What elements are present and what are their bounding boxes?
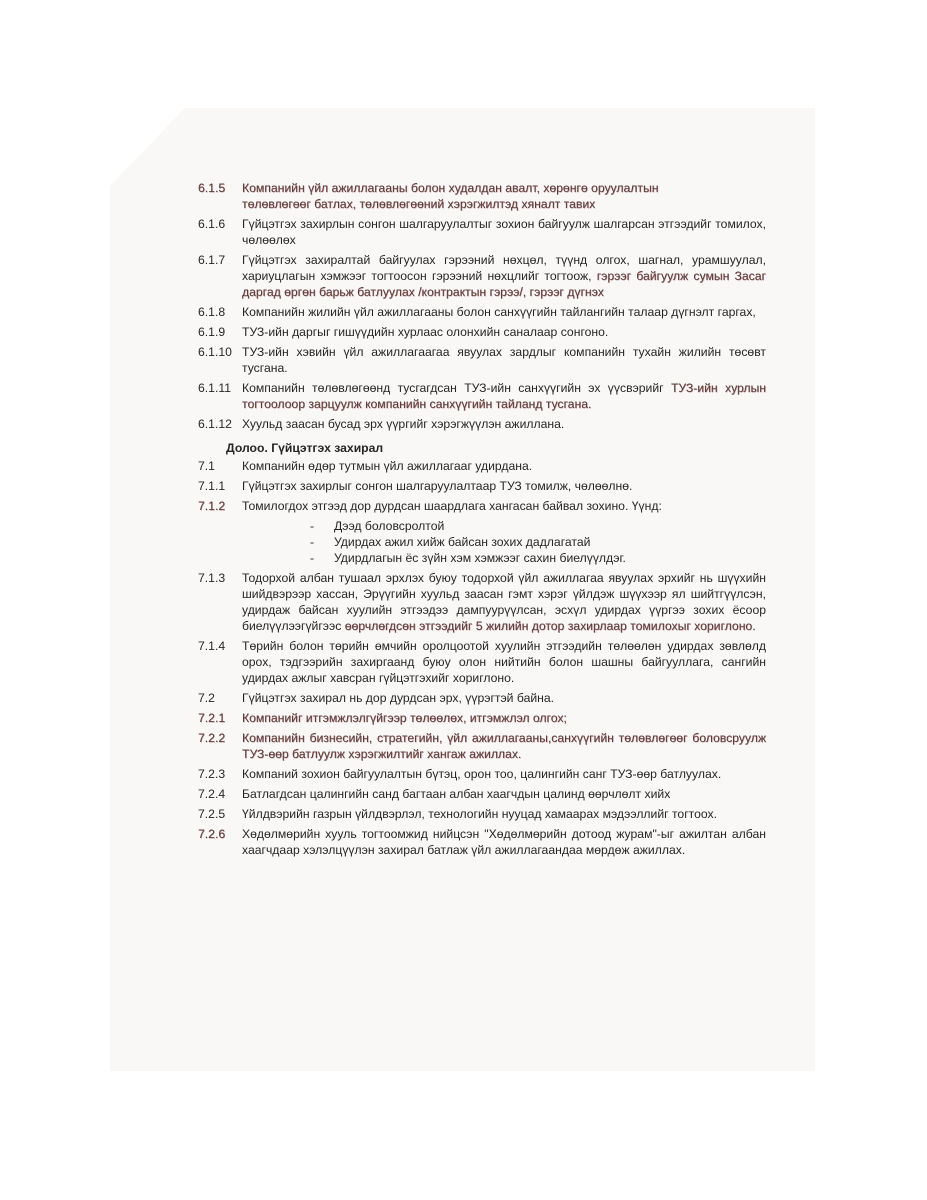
section-title: Долоо. Гүйцэтгэх захирал <box>226 441 384 455</box>
clause-text: Гүйцэтгэх захирлын сонгон шалгаруулалтыг зохион байгуулж шалгарсан этгээдийг томилох, чөлөөлөх <box>242 217 766 247</box>
clause-6-1-11 <box>198 380 766 412</box>
clause-7-2-6 <box>198 826 766 858</box>
document-body <box>198 180 766 862</box>
clause-text: ТУЗ-ийн даргыг гишүүдийн хурлаас олонхийн саналаар сонгоно. <box>242 325 609 339</box>
clause-number: 6.1.11 <box>198 381 231 395</box>
clause-text: Батлагдсан цалингийн санд багтаан албан хаагчдын цалинд өөрчлөлт хийх <box>242 787 671 801</box>
clause-number: 6.1.10 <box>198 345 232 359</box>
bullet-dash: - <box>310 551 315 565</box>
clause-number: 6.1.9 <box>198 325 226 339</box>
list-item <box>310 550 766 566</box>
clause-text: Гүйцэтгэх захирал нь дор дурдсан эрх, үүрэгтэй байна. <box>242 691 555 705</box>
clause-text-plain: Компанийн төлөвлөгөөнд тусгагдсан ТУЗ-ийн санхүүгийн эх үүсвэрийг <box>242 381 664 395</box>
list-item <box>310 518 766 534</box>
clause-7-2-1 <box>198 710 766 726</box>
clause-text <box>242 570 766 634</box>
clause-number: 7.1.3 <box>198 571 226 585</box>
clause-number: 7.2.3 <box>198 767 226 781</box>
clause-7-2-5 <box>198 806 766 822</box>
list-item <box>310 534 766 550</box>
clause-number: 6.1.8 <box>198 305 226 319</box>
clause-text-line: Компанийн үйл ажиллагааны болон худалдан авалт, хөрөнгө оруулалтын <box>242 181 659 195</box>
clause-number: 7.1.1 <box>198 479 226 493</box>
clause-number: 6.1.6 <box>198 217 226 231</box>
clause-text-red: өөрчлөгдсөн этгээдийг 5 жилийн дотор захирлаар томилохыг хориглоно. <box>344 619 756 633</box>
clause-text-red: ТУЗ-ийн хурлын тогтоолоор зарцуулж компанийн санхүүгийн тайланд тусгана. <box>242 381 766 411</box>
clause-text <box>242 252 766 300</box>
clause-number: 6.1.7 <box>198 253 226 267</box>
clause-7-2-3 <box>198 766 766 782</box>
clause-text: Компанийг итгэмжлэлгүйгээр төлөөлөх, итгэмжлэл олгох; <box>242 711 567 725</box>
clause-number: 7.2.4 <box>198 787 226 801</box>
clause-text: Гүйцэтгэх захирлыг сонгон шалгаруулалтаар ТУЗ томилж, чөлөөлнө. <box>242 479 633 493</box>
list-item-text: Удирдах ажил хийж байсан зохих дадлагатай <box>334 535 591 549</box>
clause-number: 7.1.2 <box>198 499 226 513</box>
bullet-dash: - <box>310 535 315 549</box>
clause-number: 7.1 <box>198 459 215 473</box>
list-item-text: Дээд боловсролтой <box>334 519 445 533</box>
clause-6-1-10 <box>198 344 766 376</box>
clause-text: Хуульд заасан бусад эрх үүргийг хэрэгжүүлэн ажиллана. <box>242 417 565 431</box>
clause-number: 7.2.5 <box>198 807 226 821</box>
clause-text <box>242 380 766 412</box>
clause-6-1-6 <box>198 216 766 248</box>
clause-text: Үйлдвэрийн газрын үйлдвэрлэл, технологийн нууцад хамаарах мэдээллийг тогтоох. <box>242 807 718 821</box>
clause-7-2-2 <box>198 730 766 762</box>
clause-7-2-4 <box>198 786 766 802</box>
clause-7-2 <box>198 690 766 706</box>
clause-text: Компанийн жилийн үйл ажиллагааны болон санхүүгийн тайлангийн талаар дүгнэлт гаргах, <box>242 305 756 319</box>
clause-text: Компанийн бизнесийн, стратегийн, үйл ажиллагааны,санхүүгийн төлөвлөгөөг боловсруулж ТУЗ-өөр батлуулж хэрэгжилтийг хангаж ажиллах. <box>242 731 766 761</box>
clause-number: 6.1.5 <box>198 181 226 195</box>
clause-6-1-9 <box>198 324 766 340</box>
clause-7-1-4 <box>198 638 766 686</box>
clause-text-plain: Гүйцэтгэх захиралтай байгуулах гэрээний нөхцөл, түүнд олгох, шагнал, урамшуулал, хариуцлагын хэмжээг тогтоосон гэрээний нөхцлийг тогтоож, <box>242 253 766 283</box>
clause-6-1-7 <box>198 252 766 300</box>
clause-7-1-1 <box>198 478 766 494</box>
clause-number: 7.2.2 <box>198 731 226 745</box>
clause-text-line: төлөвлөгөөг батлах, төлөвлөгөөний хэрэгжилтэд хяналт тавих <box>242 197 596 211</box>
clause-number: 7.2.1 <box>198 711 226 725</box>
clause-number: 6.1.12 <box>198 417 232 431</box>
bullet-dash: - <box>310 519 315 533</box>
clause-text: Хөдөлмөрийн хууль тогтоомжид нийцсэн "Хөдөлмөрийн дотоод журам"-ыг ажилтан албан хаагчдаар хэлэлцүүлэн захирал батлаж үйл ажиллагаандаа мөрдөж ажиллах. <box>242 827 766 857</box>
clause-text-plain: Тодорхой албан тушаал эрхлэх буюу тодорхой үйл ажиллагаа явуулах эрхийг нь шүүхийн шийдвэрээр хассан, Эрүүгийн хуульд заасан гэмт хэрэг үйлдэж шүүхээр ял шийтгүүлсэн, удирдаж байсан хуулийн этгээдээ дампуурүүлсан, эсхүл удирдах үүргээ зохих ёсоор биелүүлээгүйгээс <box>242 571 766 633</box>
clause-text: Компанийн өдөр тутмын үйл ажиллагааг удирдана. <box>242 459 533 473</box>
clause-text: Төрийн болон төрийн өмчийн оролцоотой хуулийн этгээдийн төлөөлөн удирдах зөвлөлд орох, тэдгээрийн захиргаанд буюу олон нийтийн болон шашны байгууллага, сангийн удирдах ажлыг хавсран гүйцэтгэхийг хориглоно. <box>242 639 766 685</box>
clause-7-1 <box>198 458 766 474</box>
clause-7-1-3 <box>198 570 766 634</box>
clause-number: 7.1.4 <box>198 639 226 653</box>
clause-number: 7.2.6 <box>198 827 226 841</box>
requirements-list <box>310 518 766 566</box>
clause-text: Компаний зохион байгуулалтын бүтэц, орон тоо, цалингийн санг ТУЗ-өөр батлуулах. <box>242 767 722 781</box>
clause-6-1-8 <box>198 304 766 320</box>
clause-text: Томилогдох этгээд дор дурдсан шаардлага хангасан байвал зохино. Үүнд: <box>242 499 662 513</box>
clause-6-1-5 <box>198 180 766 212</box>
clause-7-1-2 <box>198 498 766 514</box>
clause-text: ТУЗ-ийн хэвийн үйл ажиллагаагаа явуулах зардлыг компанийн тухайн жилийн төсөвт тусгана. <box>242 345 766 375</box>
clause-6-1-12 <box>198 416 766 432</box>
clause-text-red: гэрээг байгуулж сумын Засаг даргад өргөн барьж батлуулах /контрактын гэрээ/, гэрээг дүгнэх <box>242 269 766 299</box>
clause-text <box>242 180 766 212</box>
folded-corner <box>110 108 185 186</box>
list-item-text: Удирдлагын ёс зүйн хэм хэмжээг сахин биелүүлдэг. <box>334 551 626 565</box>
clause-number: 7.2 <box>198 691 215 705</box>
